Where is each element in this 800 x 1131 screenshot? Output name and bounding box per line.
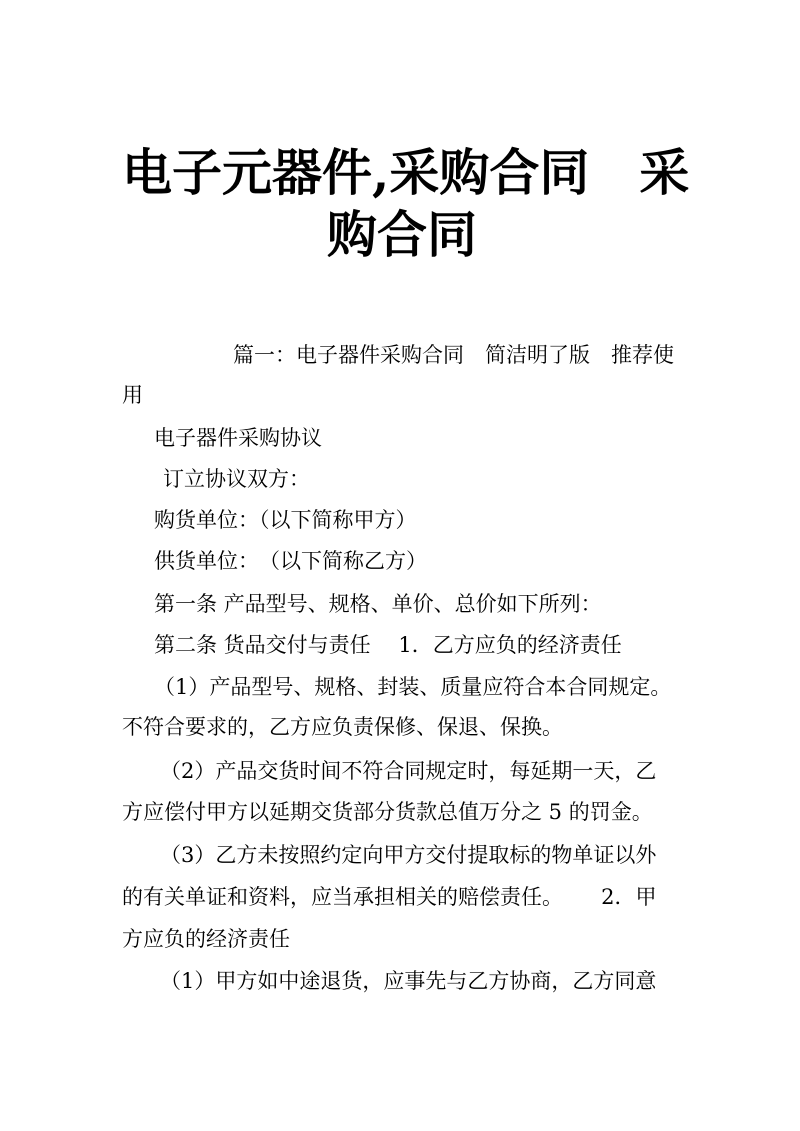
- clause-line: 不符合要求的，乙方应负责保修、保退、保换。: [122, 715, 563, 739]
- article-two: 第二条 货品交付与责任 1．乙方应负的经济责任: [154, 633, 622, 657]
- clause-line: （3）乙方未按照约定向甲方交付提取标的物单证以外: [160, 843, 657, 867]
- buyer-unit: 购货单位：（以下简称甲方）: [154, 508, 417, 532]
- clause-line: 方应负的经济责任: [122, 927, 290, 951]
- parties-label: 订立协议双方：: [163, 467, 310, 491]
- clause-line: （2）产品交货时间不符合同规定时，每延期一天，乙: [160, 759, 657, 783]
- agreement-heading: 电子器件采购协议: [154, 426, 322, 450]
- supplier-unit: 供货单位： （以下简称乙方）: [154, 549, 427, 573]
- document-title-line-1: 电子元器件,采购合同 采: [122, 143, 690, 202]
- clause-line: 的有关单证和资料，应当承担相关的赔偿责任。 2．甲: [122, 885, 657, 909]
- clause-line: 方应偿付甲方以延期交货部分货款总值万分之 5 的罚金。: [122, 800, 653, 824]
- subtitle-line-continued: 用: [122, 383, 143, 407]
- clause-line: （1）甲方如中途退货，应事先与乙方协商，乙方同意: [160, 969, 657, 993]
- article-one: 第一条 产品型号、规格、单价、总价如下所列：: [154, 592, 602, 616]
- document-title-line-2: 购合同: [327, 205, 477, 264]
- subtitle-line: 篇一：电子器件采购合同 简洁明了版 推荐使: [233, 343, 674, 367]
- clause-line: （1）产品型号、规格、封装、质量应符合本合同规定。: [154, 675, 672, 699]
